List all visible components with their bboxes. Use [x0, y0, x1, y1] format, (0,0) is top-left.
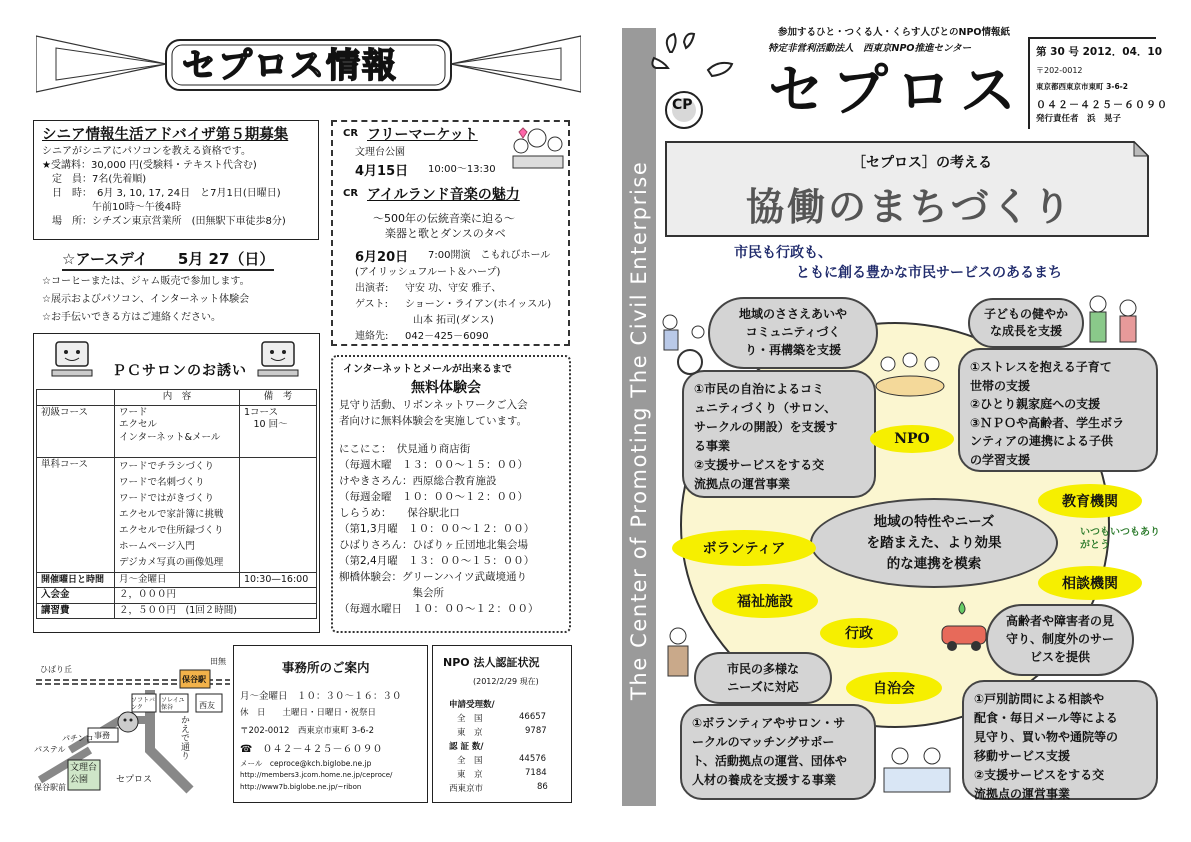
- npo-status-box: NPO 法人認証状況 (2012/2/29 現在) 申請受理数/ 全 国 46657 東 京 9787 認 証 数/ 全 国 44576 東 京 7184 西東京市 86: [432, 645, 572, 803]
- map-label-jigyo: 事務: [94, 731, 110, 740]
- table-row: 初級コース ワード エクセル インターネット&メール 1コース 10 回～: [37, 405, 317, 457]
- senior-line: ★受講料：30,000 円(受験料・テキスト代含む): [42, 160, 257, 171]
- map-label-softbank: ソフトバンク: [131, 697, 155, 711]
- car-illustration: [936, 600, 992, 656]
- map-label-nishitomo: 西友: [199, 701, 215, 710]
- senior-line: シニアがシニアにパソコンを教える資格です。: [42, 146, 251, 157]
- senior-line: 午前10時～午後4時: [42, 202, 182, 213]
- children-illustration: [872, 346, 948, 398]
- earthday-line: ☆コーヒーまたは、ジャム販売で参加します。: [42, 276, 250, 287]
- bubble-volunteer-matching: ①ボランティアやサロン・サ ークルのマッチングサポー ト、活動拠点の運営、団体や 人材の養成を支援する事業: [680, 704, 876, 800]
- map-label-seprosu: セプロス: [116, 775, 153, 785]
- wheelchair-illustration: [656, 312, 712, 376]
- vertical-text: The Center of Promoting The Civil Enterprise: [627, 160, 651, 700]
- elderly-illustration: [658, 626, 698, 682]
- trial-title: 無料体験会: [411, 380, 481, 396]
- issue-box: [1028, 37, 1168, 129]
- oval-consultation: 相談機関: [1038, 566, 1142, 600]
- org-name: 特定非営利活動法人 西東京NPO推進センター: [768, 43, 972, 54]
- ireland-title: アイルランド音楽の魅力: [367, 187, 520, 203]
- pc-salon-table: [36, 389, 317, 619]
- table-row: 入会金 ２，０００円: [37, 588, 317, 604]
- oval-government: 行政: [820, 618, 898, 648]
- oval-education: 教育機関: [1038, 484, 1142, 518]
- headline-small: ［セプロス］の考える: [852, 155, 992, 171]
- bubble-self-governance: ①市民の自治によるコミ ュニティづくり（サロン、 サークルの開設）を支援す る事業 ②支援サービスをする交 流拠点の運営事業: [682, 370, 876, 498]
- headline-big: 協働のまちづくり: [746, 185, 1074, 229]
- ireland-performers-label: 出演者:: [355, 283, 389, 294]
- issue-phone: ０４２－４２５－６０９０: [1036, 100, 1168, 111]
- senior-line: 場 所：シチズン東京営業所 (田無駅下車徒歩8分): [42, 216, 286, 227]
- computer-icon: [50, 340, 98, 380]
- issue-zip: 〒202-0012: [1036, 66, 1083, 75]
- oval-jichikai: 自治会: [846, 672, 942, 704]
- issue-address: 東京都西東京市東町 3-6-2: [1036, 82, 1128, 91]
- ireland-date: 6月20日: [355, 250, 409, 265]
- cr-icon: CR: [343, 128, 359, 139]
- senior-title: シニア情報生活アドバイザ第５期募集: [42, 127, 289, 143]
- ireland-sub1: ～500年の伝統音楽に迫る～: [373, 212, 515, 225]
- table-row: 開催曜日と時間 月～金曜日 10:30—16:00: [37, 572, 317, 588]
- earthday-line: ☆お手伝いできる方はご連絡ください。: [42, 312, 221, 323]
- seprosu-logo-icon: [648, 30, 748, 130]
- trial-box: [331, 355, 571, 633]
- computer-icon: [256, 340, 304, 380]
- banner-title: セプロス情報: [182, 46, 398, 86]
- office-work-illustration: [878, 738, 958, 802]
- map-label-pasuteru: パステル: [34, 745, 66, 754]
- bubble-center: 地域の特性やニーズ を踏まえた、より効果 的な連携を模索: [810, 498, 1058, 588]
- logo-cp: CP: [672, 97, 693, 113]
- bubble-elderly-support: 高齢者や障害者の見 守り、制度外のサー ビスを提供: [986, 604, 1134, 676]
- npo-status-date: (2012/2/29 現在): [473, 677, 539, 686]
- lead-line1: 市民も行政も、: [734, 245, 832, 261]
- map-label-tanashi: 田無: [210, 657, 226, 666]
- map-label-pachinko: パチンコ: [62, 734, 94, 743]
- ireland-guest-label: ゲスト:: [355, 299, 388, 310]
- map-label-hibari: ひばり丘: [40, 665, 72, 674]
- office-title: 事務所のご案内: [282, 660, 370, 675]
- map-label-hoyaekimae: 保谷駅前: [34, 783, 66, 792]
- issue-publisher: 発行責任者 浜 晃子: [1036, 114, 1122, 124]
- bubble-parenting: ①ストレスを抱える子育て 世帯の支援 ②ひとり親家庭への支援 ③ＮＰＯや高齢者、学生ボラ ンティアの連携による子供 の学習支援: [958, 348, 1158, 472]
- bubble-home-visit: ①戸別訪問による相談や 配食・毎日メール等による 見守り、買い物や通院等の 移動サービス支援 ②支援サービスをする交 流拠点の運営事業: [962, 680, 1158, 800]
- ireland-guest: 山本 拓司(ダンス): [413, 315, 494, 326]
- ireland-sub2: 楽器と歌とダンスのタベ: [385, 227, 506, 240]
- bubble-community-support: 地域のささえあいや コミュニティづく り・再構築を支援: [708, 297, 878, 369]
- map-label-soleil: ソレイユ保谷: [161, 697, 185, 711]
- bubble-diverse-needs: 市民の多様な ニーズに対応: [694, 652, 832, 704]
- issue-number: 第 30 号 2012．04．10: [1036, 46, 1163, 58]
- masthead-title: セプロス: [768, 59, 1024, 124]
- npo-status-title: NPO 法人認証状況: [443, 656, 540, 669]
- trial-body: 見守り活動、リボンネットワークご入会 者向けに無料体験会を実施しています。 にこにこ： 伏見通り商店街 （毎週木曜 １３：００～１５：００） けやきさろん：西原総合教育施設 （毎週金曜 １０：００～１２：００） しらうめ： 保谷駅北口 （第1,3月曜 １０：００～１２：００） ひばりさろん：ひばりヶ丘団地北集会場 （第2,4月曜 １３：００～１５：００） 柳橋体験会：グリーンハイツ武蔵境通り 集会所 （毎週水曜日 １０：００～１２：００）: [339, 399, 539, 615]
- tagline: 参加するひと・つくる人・くらす人びとのNPO情報紙: [778, 27, 1010, 38]
- events-box: [331, 120, 570, 346]
- map-label-park: 文理台公園: [70, 763, 98, 785]
- earthday-title: ☆アースデイ 5月 27（日）: [62, 248, 274, 271]
- table-header-row: [37, 390, 317, 406]
- ireland-instruments: (アイリッシュフルート＆ハープ): [355, 267, 501, 278]
- office-box: 事務所のご案内 月～金曜日 １０：３０～１６：３０ 休 日 土曜日・日曜日・祝祭日 〒202-0012 西東京市東町 3-6-2 ☎ ０４２－４２５－６０９０ メール ceproce@kch.biglobe.ne.jp http://members3.jcom.home.ne.jp/ceproce/ http://www7b.biglobe.ne.jp/~ribon: [233, 645, 428, 803]
- table-row: 講習費 ２，５００円 (1回２時間): [37, 603, 317, 619]
- senior-line: 日 時： 6月 3, 10, 17, 24日 と7月1日(日曜日): [42, 188, 281, 199]
- pc-salon-box: [33, 333, 320, 633]
- oval-welfare: 福祉施設: [712, 584, 818, 618]
- col-note: 備 考: [240, 390, 317, 406]
- flea-date: 4月15日: [355, 164, 409, 179]
- pc-salon-title: ＰＣサロンのお誘い: [112, 363, 247, 379]
- cr-icon: CR: [343, 188, 359, 199]
- ireland-contact-label: 連絡先:: [355, 331, 389, 342]
- flea-time: 10:00～13:30: [428, 164, 496, 175]
- flea-illustration: [509, 124, 567, 172]
- senior-line: 定 員：7名(先着順): [42, 174, 147, 185]
- table-row: 単科コース ワードでチラシづくり ワードで名刺づくり ワードではがきづくり エクセルで家計簿に挑戦 エクセルで住所録づくり ホームページ入門 デジカメ写真の画像処理: [37, 457, 317, 572]
- ireland-guest: ショーン・ライアン(ホイッスル): [405, 299, 552, 310]
- ireland-time-venue: 7:00開演 こもれびホール: [428, 250, 551, 261]
- earthday-line: ☆展示およびパソコン、インターネット体験会: [42, 294, 250, 305]
- thanks-text: いつもいつもありがとう: [1080, 527, 1160, 551]
- oval-npo: NPO: [870, 425, 954, 453]
- map-label-hoya: 保谷駅: [182, 675, 206, 684]
- trial-head: インターネットとメールが出来るまで: [343, 364, 512, 375]
- map-label-kaede: かえで通り: [179, 715, 189, 760]
- family-illustration: [1080, 290, 1150, 350]
- flea-title: フリーマーケット: [367, 127, 478, 143]
- lead-line2: ともに創る豊かな市民サービスのあるまち: [796, 265, 1062, 281]
- senior-recruit-box: [33, 120, 319, 240]
- bubble-child-support: 子どもの健やか な成長を支援: [968, 298, 1084, 348]
- ireland-performers: 守安 功、守安 雅子、: [405, 283, 502, 294]
- oval-volunteer: ボランティア: [672, 530, 816, 566]
- col-content: 内 容: [115, 390, 240, 406]
- flea-venue: 文理台公園: [355, 147, 405, 158]
- ireland-contact: 042－425－6090: [405, 331, 489, 342]
